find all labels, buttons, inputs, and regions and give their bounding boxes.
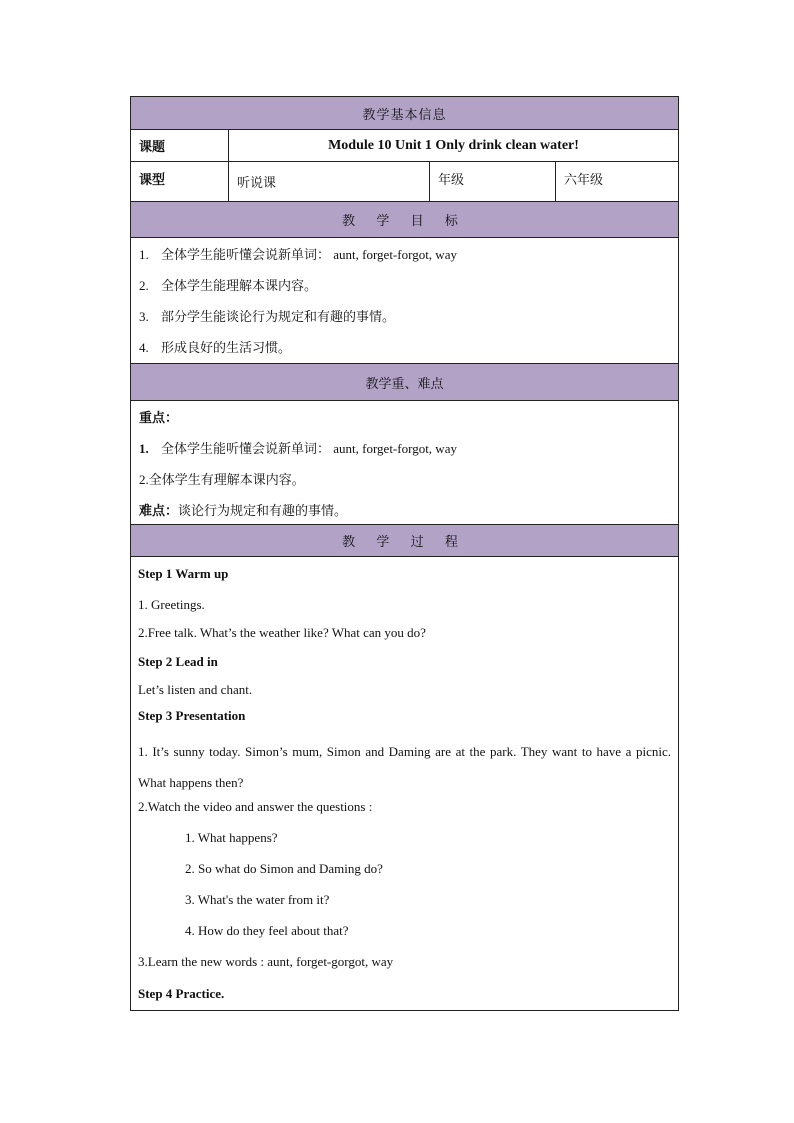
focus-item-2: 2.全体学生有理解本课内容。 [139, 472, 305, 487]
step-item: 2.Watch the video and answer the questions : [138, 799, 373, 814]
objective-item [139, 275, 670, 306]
difficulty-line [139, 500, 670, 522]
difficulty-text: 谈论行为规定和有趣的事情。 [178, 503, 348, 518]
step-title: Step 4 Practice. [138, 986, 225, 1001]
step-item: 1. Greetings. [138, 597, 205, 612]
topic-label: 课题 [131, 130, 229, 162]
basic-info-header: 教学基本信息 [131, 97, 679, 130]
lesson-plan-document [130, 96, 678, 1011]
objective-item [139, 244, 670, 275]
objectives-cell [131, 238, 679, 364]
key-points-header-row [131, 364, 679, 401]
focus-number: 1. [139, 441, 149, 456]
process-row [131, 557, 679, 1011]
objective-number: 2. [139, 278, 149, 293]
objective-item [139, 306, 670, 337]
key-points-header: 教学重、难点 [131, 364, 679, 401]
objectives-header-row [131, 202, 679, 238]
lesson-plan-table [130, 96, 679, 1011]
objective-number: 3. [139, 309, 149, 324]
process-header: 教 学 过 程 [131, 525, 679, 557]
type-label: 课型 [131, 162, 229, 202]
topic-row [131, 130, 679, 162]
basic-info-header-row [131, 97, 679, 130]
question-item: 2. So what do Simon and Daming do? [185, 861, 383, 876]
focus-text: 全体学生能听懂会说新单词： aunt, forget-forgot, way [161, 441, 457, 456]
objective-text: 部分学生能谈论行为规定和有趣的事情。 [161, 309, 396, 324]
type-value: 听说课 [229, 162, 430, 202]
step-item: 2.Free talk. What’s the weather like? What can you do? [138, 625, 426, 640]
question-item: 4. How do they feel about that? [185, 923, 349, 938]
process-cell [131, 557, 679, 1011]
type-grade-row [131, 162, 679, 202]
topic-value: Module 10 Unit 1 Only drink clean water! [229, 130, 679, 162]
objective-text: 全体学生能听懂会说新单词： aunt, forget-forgot, way [161, 247, 457, 262]
objective-text: 形成良好的生活习惯。 [161, 340, 292, 355]
focus-label: 重点： [139, 410, 179, 425]
focus-item [139, 438, 670, 469]
objective-text: 全体学生能理解本课内容。 [161, 278, 318, 293]
objective-number: 1. [139, 247, 149, 262]
question-item: 3. What's the water from it? [185, 892, 330, 907]
question-item: 1. What happens? [185, 830, 278, 845]
grade-label: 年级 [430, 162, 556, 202]
objectives-header: 教 学 目 标 [131, 202, 679, 238]
key-points-cell [131, 401, 679, 525]
step-paragraph: 1. It’s sunny today. Simon’s mum, Simon and Daming are at the park. They want to have a picnic. What happens then? [138, 744, 672, 790]
step-item: Let’s listen and chant. [138, 682, 253, 697]
difficulty-label: 难点： [139, 503, 179, 518]
objective-item [139, 337, 670, 359]
objective-number: 4. [139, 340, 149, 355]
step-item: 3.Learn the new words : aunt, forget-gorgot, way [138, 954, 394, 969]
process-header-row [131, 525, 679, 557]
step-title: Step 1 Warm up [138, 566, 229, 581]
grade-value: 六年级 [556, 162, 679, 202]
objectives-row [131, 238, 679, 364]
key-points-row [131, 401, 679, 525]
step-title: Step 3 Presentation [138, 708, 246, 723]
step-title: Step 2 Lead in [138, 654, 218, 669]
